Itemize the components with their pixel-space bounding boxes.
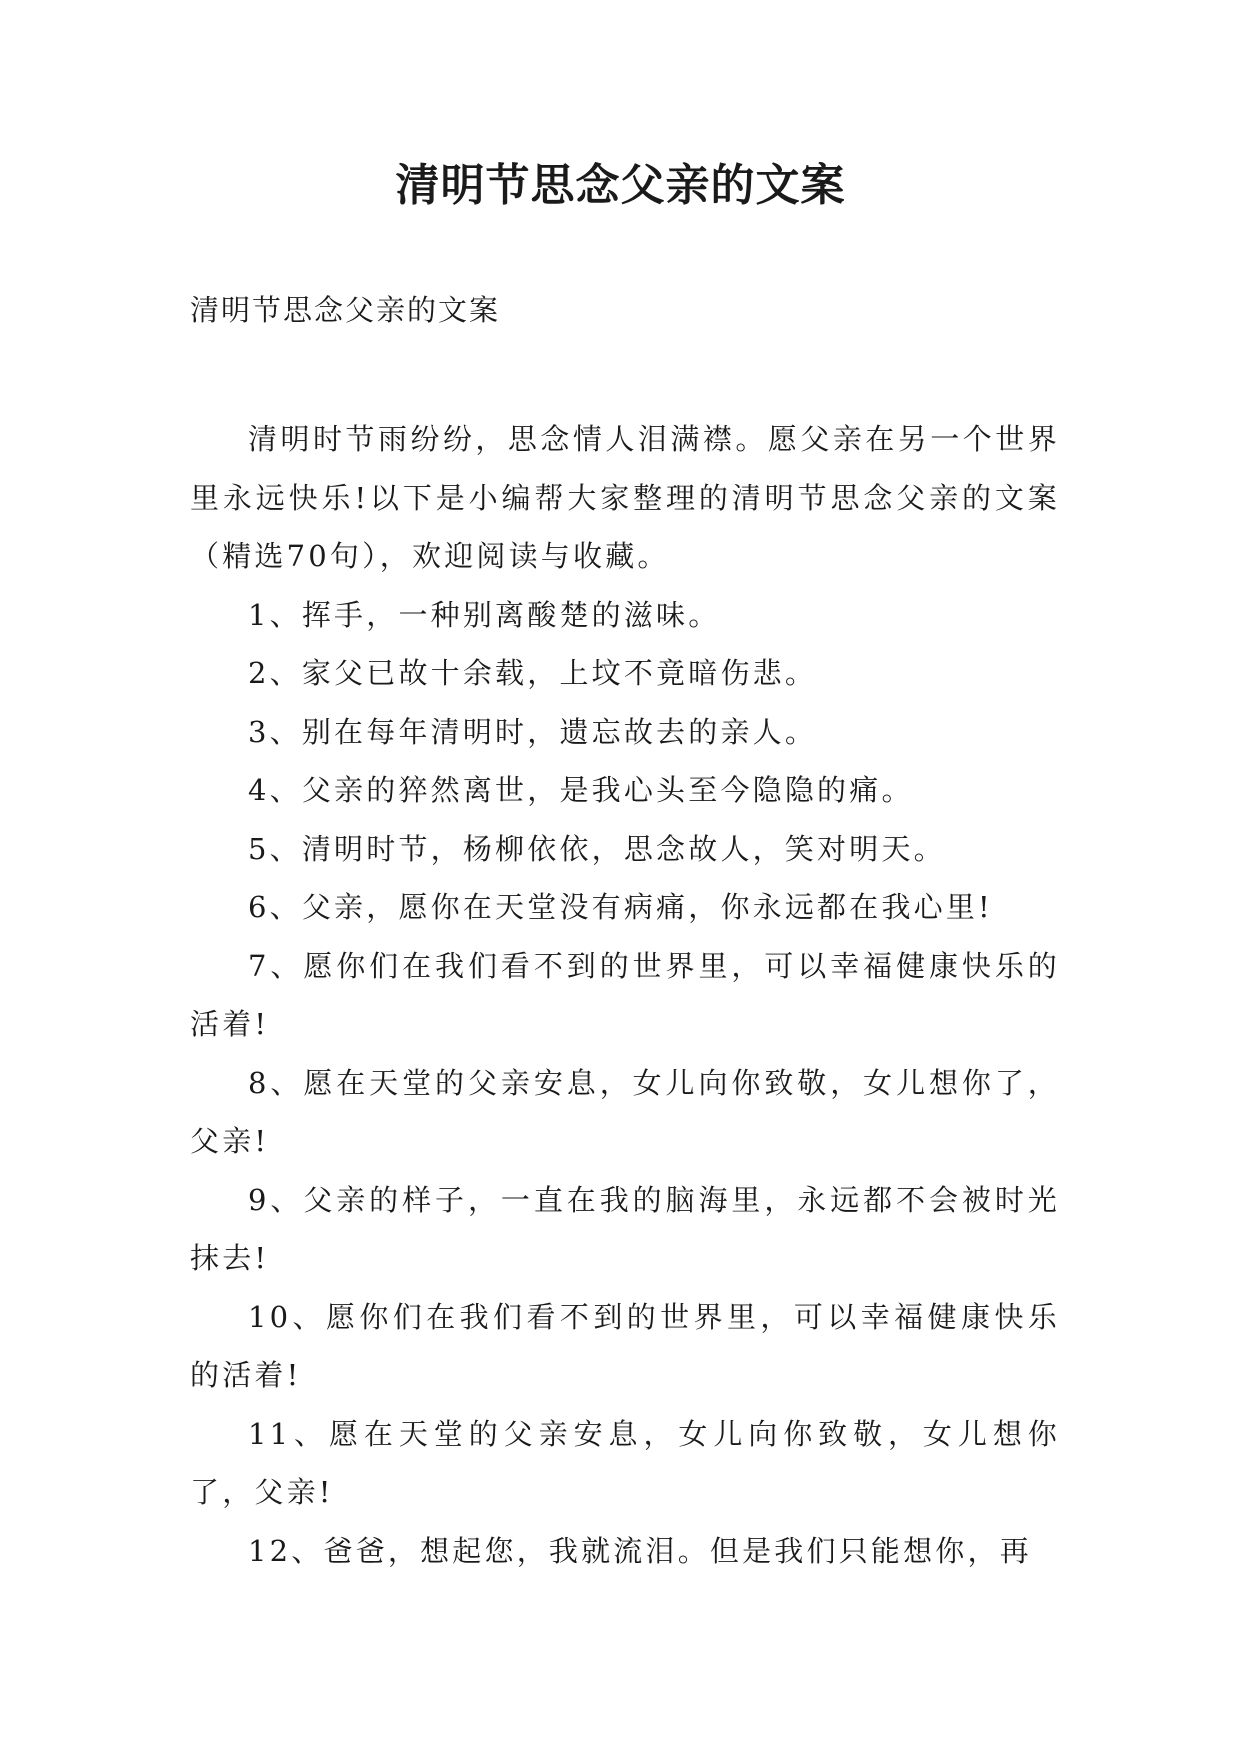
- list-item: 3、别在每年清明时，遗忘故去的亲人。: [248, 714, 818, 749]
- document-body: [190, 410, 1060, 1580]
- list-item: 12、爸爸，想起您，我就流泪。但是我们只能想你，再: [248, 1533, 1032, 1568]
- document-subtitle: 清明节思念父亲的文案: [190, 293, 501, 327]
- list-item: 1、挥手，一种别离酸楚的滋味。: [248, 597, 721, 632]
- list-item: 9、父亲的样子，一直在我的脑海里，永远都不会被时光抹去!: [190, 1182, 1060, 1275]
- intro-paragraph: 清明时节雨纷纷，思念情人泪满襟。愿父亲在另一个世界里永远快乐!以下是小编帮大家整理的清明节思念父亲的文案（精选70句），欢迎阅读与收藏。: [190, 422, 1060, 573]
- list-item: 11、愿在天堂的父亲安息，女儿向你致敬，女儿想你了，父亲!: [190, 1416, 1060, 1509]
- list-item: 10、愿你们在我们看不到的世界里，可以幸福健康快乐的活着!: [190, 1299, 1060, 1392]
- list-item: 5、清明时节，杨柳依依，思念故人，笑对明天。: [248, 831, 946, 866]
- list-item: 7、愿你们在我们看不到的世界里，可以幸福健康快乐的活着!: [190, 948, 1060, 1041]
- list-item: 4、父亲的猝然离世，是我心头至今隐隐的痛。: [248, 773, 914, 807]
- list-item: 8、愿在天堂的父亲安息，女儿向你致敬，女儿想你了，父亲!: [190, 1065, 1060, 1158]
- list-item: 2、家父已故十余载，上坟不竟暗伤悲。: [248, 656, 818, 690]
- list-item: 6、父亲，愿你在天堂没有病痛，你永远都在我心里!: [248, 890, 993, 924]
- document-title: 清明节思念父亲的文案: [395, 160, 846, 211]
